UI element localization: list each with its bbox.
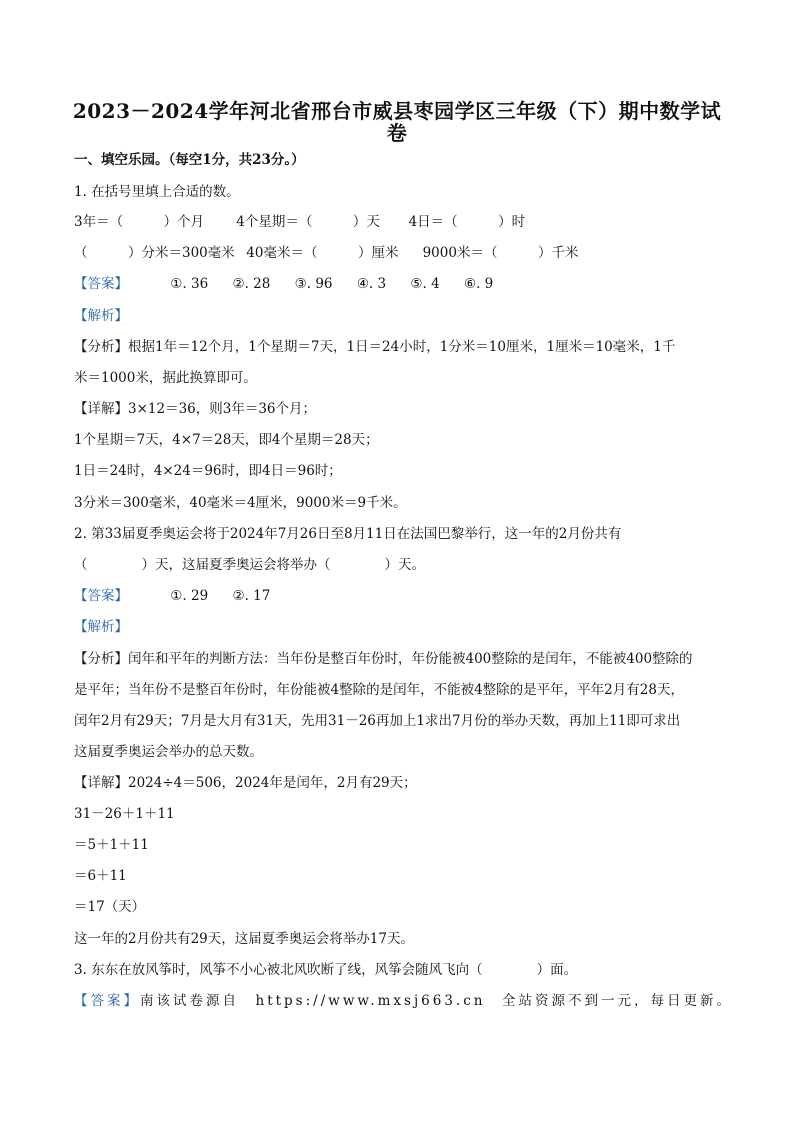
q1-blank-5: 40毫米＝（ ）厘米 [246, 245, 399, 261]
q3-answer-text: 南该试卷源自 https://www.mxsj663.cn 全站资源不到一元，每日更新。 [140, 993, 733, 1009]
q2-calc-step2: ＝5＋1＋11 [74, 837, 149, 853]
q1-xiangjie-text1: 3×12＝36，则3年＝36个月； [128, 401, 317, 417]
q1-blanks-row1 [74, 212, 734, 232]
q2-fenxi-line3: 闰年2月有29天；7月是大月有31天，先用31－26再加上1求出7月份的举办天数，再加上11即可求出 [74, 713, 681, 729]
q2-answer-1: ①. 29 [170, 588, 209, 604]
q1-answer-2: ②. 28 [232, 276, 271, 292]
section-heading: 一、填空乐园。（每空1分，共23分。） [74, 152, 305, 168]
q1-answer-5: ⑤. 4 [410, 276, 440, 292]
q2-xiangjie-text1: 2024÷4＝506，2024年是闰年，2月有29天； [128, 775, 417, 791]
fenxi-tag: 【分析】 [74, 339, 128, 355]
q2-conclusion: 这一年的2月份共有29天，这届夏季奥运会将举办17天。 [74, 931, 414, 947]
jiexi-tag: 【解析】 [74, 619, 128, 635]
q2-stem-line2: （ ）天，这届夏季奥运会将举办（ ）天。 [74, 557, 425, 573]
answer-tag: 【答案】 [74, 993, 140, 1009]
q2-answer-2: ②. 17 [232, 588, 271, 604]
q1-answer-line [74, 274, 734, 294]
q1-blank-3: 4日＝（ ）时 [408, 214, 526, 230]
q1-blank-6: 9000米＝（ ）千米 [422, 245, 579, 261]
q2-fenxi-text1: 闰年和平年的判断方法：当年份是整百年份时，年份能被400整除的是闰年，不能被400整除的 [128, 651, 693, 667]
q3-answer-line [74, 991, 734, 1011]
q1-answer-6: ⑥. 9 [463, 276, 494, 292]
q2-calc-step1: 31－26＋1＋11 [74, 806, 175, 822]
q1-xiangjie-line1 [74, 399, 734, 419]
q2-calc-step4: ＝17（天） [74, 899, 146, 915]
q1-xiangjie-line2: 1个星期＝7天，4×7＝28天，即4个星期＝28天； [74, 432, 379, 448]
q1-fenxi-line2: 米＝1000米，据此换算即可。 [74, 370, 257, 386]
q1-blank-1: 3年＝（ ）个月 [74, 214, 205, 230]
xiangjie-tag: 【详解】 [74, 775, 128, 791]
q2-fenxi-line2: 是平年；当年份不是整百年份时，年份能被4整除的是闰年，不能被4整除的是平年，平年2月有28天， [74, 682, 684, 698]
q1-answer-1: ①. 36 [170, 276, 209, 292]
fenxi-tag: 【分析】 [74, 651, 128, 667]
xiangjie-tag: 【详解】 [74, 401, 128, 417]
q2-answer-line [74, 586, 734, 606]
q1-xiangjie-line4: 3分米＝300毫米，40毫米＝4厘米，9000米＝9千米。 [74, 495, 407, 511]
q1-fenxi-text1: 根据1年＝12个月，1个星期＝7天，1日＝24小时，1分米＝10厘米，1厘米＝10毫米，1千 [128, 339, 676, 355]
q1-stem: 1. 在括号里填上合适的数。 [74, 184, 240, 200]
q2-fenxi-line4: 这届夏季奥运会举办的总天数。 [74, 744, 263, 760]
q1-blanks-row2 [74, 243, 734, 263]
q1-blank-2: 4个星期＝（ ）天 [236, 214, 380, 230]
answer-tag: 【答案】 [74, 276, 128, 292]
page-title-continued: 卷 [386, 121, 408, 145]
q1-xiangjie-line3: 1日＝24时，4×24＝96时，即4日＝96时； [74, 463, 342, 479]
page-title: 2023－2024学年河北省邢台市威县枣园学区三年级（下）期中数学试 [72, 99, 722, 123]
q2-stem-line1: 2. 第33届夏季奥运会将于2024年7月26日至8月11日在法国巴黎举行，这一年的2月份共有 [74, 526, 622, 542]
q1-fenxi-line1 [74, 337, 734, 357]
q2-fenxi-line1 [74, 649, 734, 669]
q2-xiangjie-line1 [74, 773, 734, 793]
q1-answer-3: ③. 96 [294, 276, 333, 292]
answer-tag: 【答案】 [74, 588, 128, 604]
q1-blank-4: （ ）分米＝300毫米 [74, 245, 235, 261]
q2-calc-step3: ＝6＋11 [74, 868, 127, 884]
q1-answer-4: ④. 3 [356, 276, 387, 292]
jiexi-tag: 【解析】 [74, 308, 128, 324]
q3-stem: 3. 东东在放风筝时，风筝不小心被北风吹断了线，风筝会随风飞向（ ）面。 [74, 962, 578, 978]
